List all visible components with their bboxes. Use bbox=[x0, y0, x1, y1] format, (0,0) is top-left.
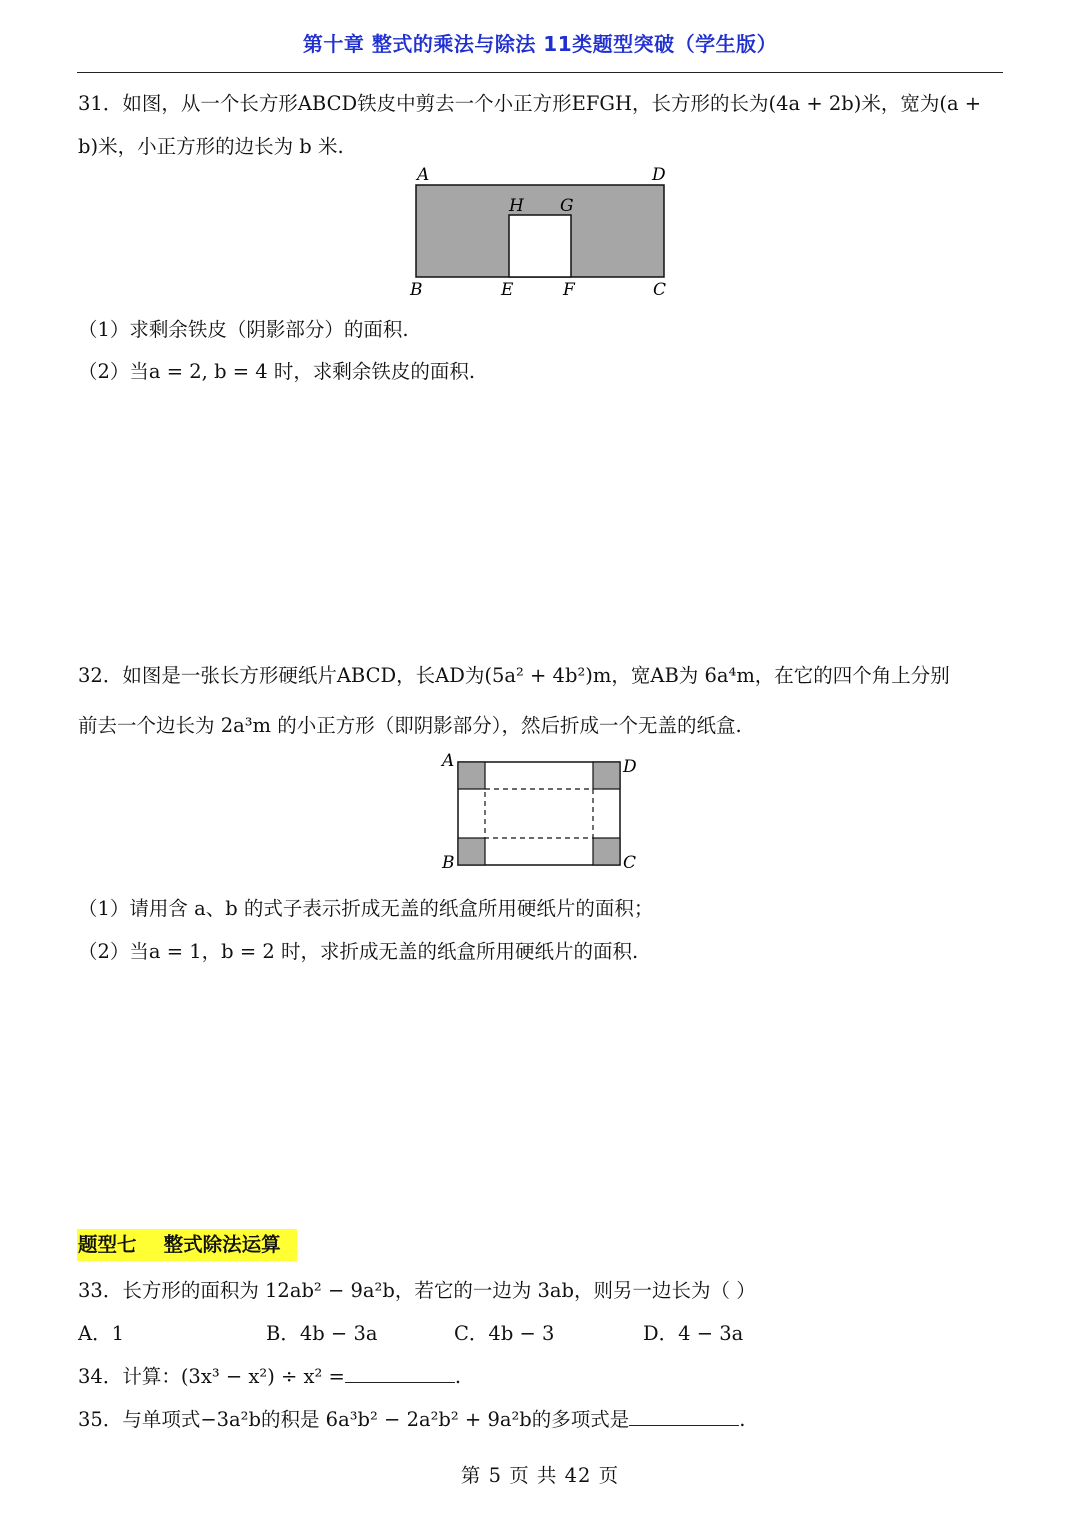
q31-square-efgh bbox=[509, 215, 571, 277]
q32-label-b: B bbox=[442, 853, 455, 873]
q31-label-a: A bbox=[417, 165, 430, 185]
q35-prompt: 35．与单项式−3a²b的积是 6a³b² − 2a²b² + 9a²b的多项式是 bbox=[78, 1408, 630, 1431]
q31-label-g: G bbox=[560, 196, 574, 216]
q33-option-a[interactable]: A．1 bbox=[78, 1322, 124, 1345]
q35-line bbox=[78, 1404, 746, 1432]
q33-option-c[interactable]: C．4b − 3 bbox=[454, 1322, 555, 1345]
q32-corner-square-b bbox=[458, 838, 485, 865]
q34-answer-blank[interactable] bbox=[345, 1364, 455, 1383]
q31-stem-line2: b)米，小正方形的边长为 b 米. bbox=[78, 135, 344, 158]
q32-label-d: D bbox=[623, 757, 637, 777]
q32-label-c: C bbox=[623, 853, 637, 873]
q31-label-e: E bbox=[501, 280, 514, 300]
q31-label-d: D bbox=[652, 165, 666, 185]
q35-period: . bbox=[739, 1408, 746, 1431]
q33-option-b[interactable]: B．4b − 3a bbox=[266, 1322, 378, 1345]
q32-label-a: A bbox=[442, 751, 455, 771]
q31-label-f: F bbox=[563, 280, 575, 300]
q34-line bbox=[78, 1361, 461, 1389]
q31-label-b: B bbox=[410, 280, 423, 300]
q31-figure bbox=[405, 163, 685, 303]
q33-stem: 33．长方形的面积为 12ab² − 9a²b，若它的一边为 3ab，则另一边长为（ ） bbox=[78, 1279, 756, 1302]
q32-corner-square-c bbox=[593, 838, 620, 865]
section-tag-type7: 题型七 整式除法运算 bbox=[77, 1229, 297, 1261]
q32-stem-line2: 前去一个边长为 2a³m 的小正方形（即阴影部分），然后折成一个无盖的纸盒. bbox=[78, 714, 742, 737]
q34-prompt: 34．计算：(3x³ − x²) ÷ x² = bbox=[78, 1365, 345, 1388]
q32-stem-line1: 32．如图是一张长方形硬纸片ABCD，长AD为(5a² + 4b²)m，宽AB为 6a⁴m，在它的四个角上分别 bbox=[78, 664, 950, 687]
q31-label-c: C bbox=[653, 280, 667, 300]
q32-subquestion-2: （2）当a = 1，b = 2 时，求折成无盖的纸盒所用硬纸片的面积. bbox=[78, 940, 639, 963]
q35-answer-blank[interactable] bbox=[629, 1407, 739, 1426]
q32-subquestion-1: （1）请用含 a、b 的式子表示折成无盖的纸盒所用硬纸片的面积； bbox=[78, 897, 654, 920]
q33-options bbox=[0, 1318, 1080, 1344]
q33-option-d[interactable]: D．4 − 3a bbox=[643, 1322, 744, 1345]
q32-corner-square-d bbox=[593, 762, 620, 789]
header-divider bbox=[77, 72, 1003, 73]
q31-subquestion-2: （2）当a = 2, b = 4 时，求剩余铁皮的面积. bbox=[78, 360, 476, 383]
page-header-title: 第十章 整式的乘法与除法 11类题型突破（学生版） bbox=[302, 32, 778, 56]
q32-figure bbox=[438, 748, 648, 876]
page-footer-number: 第 5 页 共 42 页 bbox=[460, 1464, 620, 1487]
q34-period: . bbox=[454, 1365, 462, 1388]
q31-stem-line1: 31．如图，从一个长方形ABCD铁皮中剪去一个小正方形EFGH，长方形的长为(4a + 2b)米，宽为(a + bbox=[78, 92, 982, 115]
q32-corner-square-a bbox=[458, 762, 485, 789]
q31-label-h: H bbox=[509, 196, 524, 216]
q31-subquestion-1: （1）求剩余铁皮（阴影部分）的面积. bbox=[78, 318, 409, 341]
